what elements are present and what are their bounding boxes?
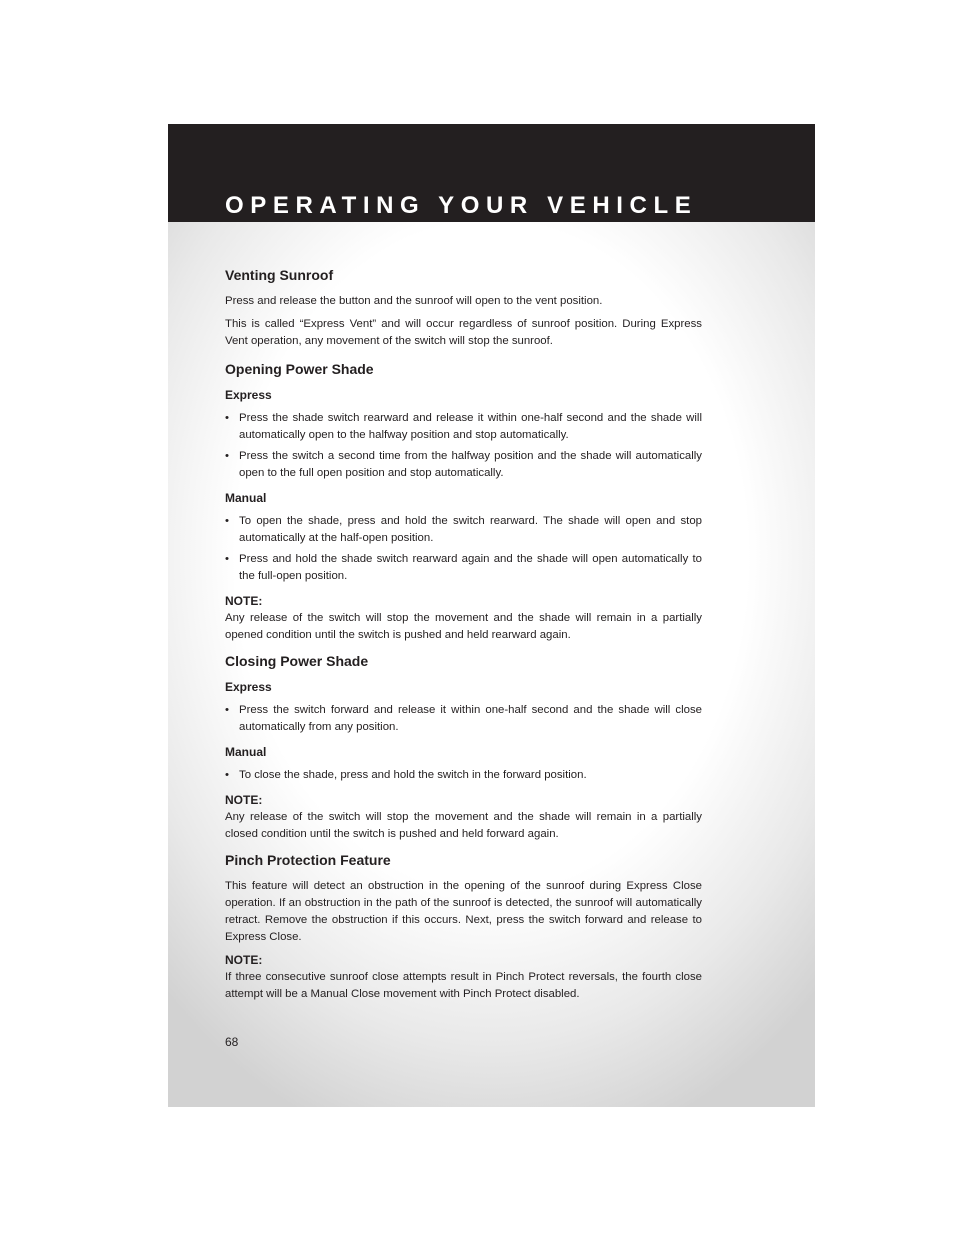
opening-power-shade-section — [225, 360, 702, 644]
bullet-icon: • — [225, 704, 229, 716]
bullet-list — [225, 767, 702, 784]
section-heading-venting: Venting Sunroof — [225, 267, 334, 283]
list-item-text: Press the switch a second time from the halfway position and the shade will automatically open to the full open position and stop automatically. — [239, 450, 702, 479]
list-item — [225, 448, 702, 482]
header-band — [168, 124, 815, 222]
page-content — [225, 266, 702, 1011]
list-item-text: Press the shade switch rearward and release it within one-half second and the shade will automatically open to the halfway position and stop automatically. — [239, 412, 702, 441]
note-text: Any release of the switch will stop the movement and the shade will remain in a partially closed condition until the switch is pushed and held forward again. — [225, 811, 702, 840]
note-label: NOTE: — [225, 594, 263, 608]
subheading-express: Express — [225, 680, 272, 694]
bullet-list — [225, 410, 702, 482]
section-heading-opening: Opening Power Shade — [225, 361, 374, 377]
list-item — [225, 767, 702, 784]
bullet-icon: • — [225, 553, 229, 565]
manual-page — [168, 124, 815, 1107]
venting-sunroof-section — [225, 266, 702, 350]
list-item-text: Press and hold the shade switch rearward again and the shade will open automatically to the full-open position. — [239, 553, 702, 582]
paragraph: Press and release the button and the sunroof will open to the vent position. — [225, 295, 603, 307]
closing-power-shade-section — [225, 652, 702, 843]
page-number: 68 — [225, 1035, 239, 1049]
bullet-list — [225, 702, 702, 736]
bullet-icon: • — [225, 412, 229, 424]
bullet-icon: • — [225, 515, 229, 527]
note-label: NOTE: — [225, 953, 263, 967]
section-heading-closing: Closing Power Shade — [225, 653, 369, 669]
subheading-manual: Manual — [225, 491, 267, 505]
page-header-title: OPERATING YOUR VEHICLE — [225, 192, 698, 219]
list-item-text: To close the shade, press and hold the switch in the forward position. — [239, 769, 587, 781]
section-heading-pinch: Pinch Protection Feature — [225, 852, 391, 868]
pinch-protection-section — [225, 851, 702, 1003]
list-item — [225, 513, 702, 547]
paragraph: This feature will detect an obstruction in the opening of the sunroof during Express Close operation. If an obstruction in the path of the sunroof is detected, the sunroof will automatically retract. Remove the obstruction if this occurs. Next, press the switch forward and release to Express Close. — [225, 880, 702, 943]
list-item-text: Press the switch forward and release it within one-half second and the shade will close automatically from any position. — [239, 704, 702, 733]
bullet-list — [225, 513, 702, 585]
note-text: If three consecutive sunroof close attempts result in Pinch Protect reversals, the fourth close attempt will be a Manual Close movement with Pinch Protect disabled. — [225, 971, 702, 1000]
bullet-icon: • — [225, 769, 229, 781]
note-text: Any release of the switch will stop the movement and the shade will remain in a partially opened condition until the switch is pushed and held rearward again. — [225, 612, 702, 641]
paragraph: This is called “Express Vent” and will occur regardless of sunroof position. During Express Vent operation, any movement of the switch will stop the sunroof. — [225, 318, 702, 347]
note-label: NOTE: — [225, 793, 263, 807]
subheading-manual: Manual — [225, 745, 267, 759]
list-item — [225, 410, 702, 444]
list-item — [225, 551, 702, 585]
subheading-express: Express — [225, 388, 272, 402]
list-item — [225, 702, 702, 736]
bullet-icon: • — [225, 450, 229, 462]
list-item-text: To open the shade, press and hold the switch rearward. The shade will open and stop automatically at the half-open position. — [239, 515, 702, 544]
